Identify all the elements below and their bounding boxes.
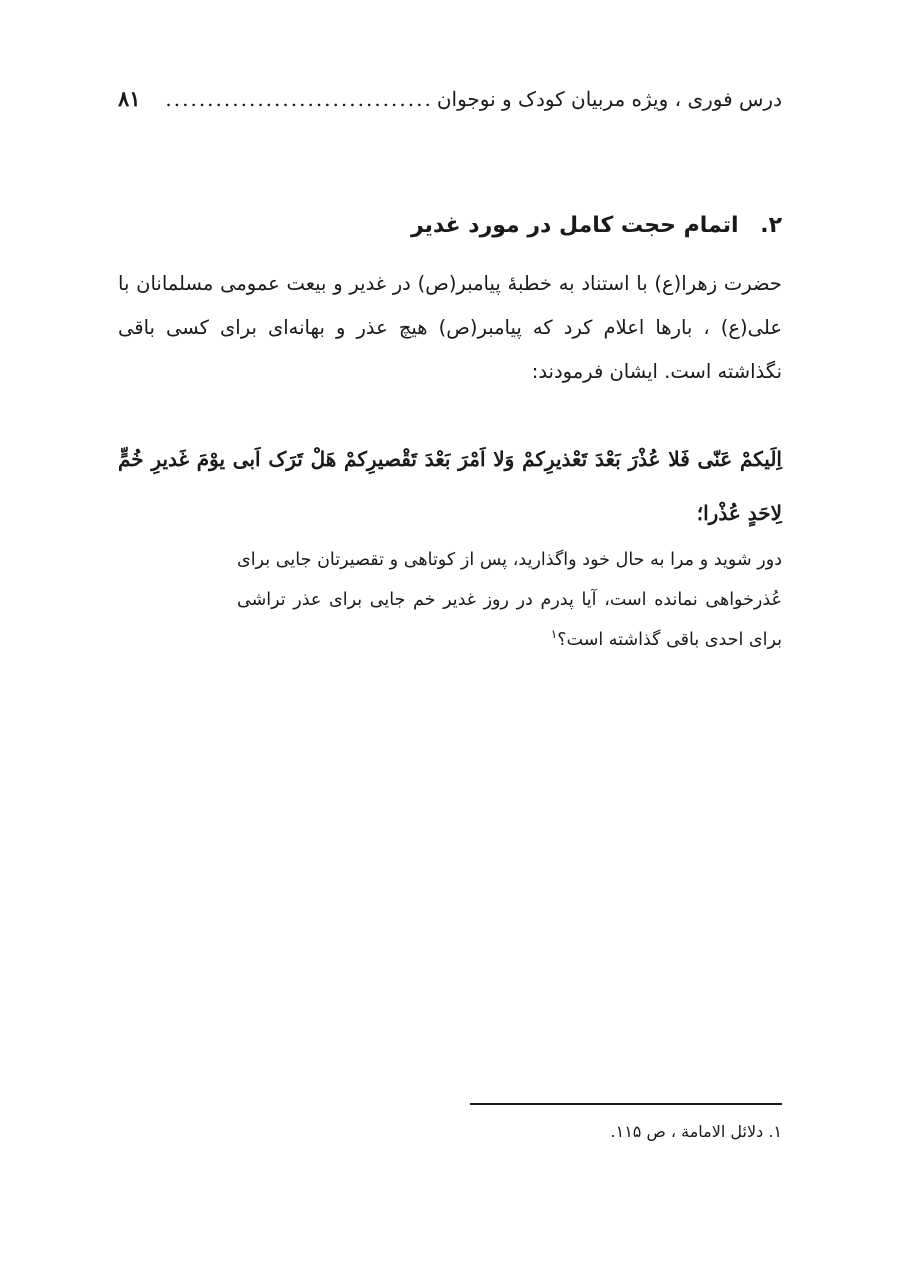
section-number: ۲. xyxy=(760,213,782,238)
footnote: ۱. دلائل الامامة ، ص ۱۱۵. xyxy=(610,1122,782,1141)
section-title: اتمام حجت کامل در مورد غدیر xyxy=(410,213,739,238)
footnote-reference[interactable]: ۱ xyxy=(550,627,558,642)
arabic-quote: اِلَیکمْ عَنّی فَلا عُذْرَ بَعْدَ تَعْذیرِکمْ وَلا اَمْرَ بَعْدَ تَقْصیرِکمْ هَلْ تَرَک اَبی یوْمَ غَدیرِ خُمٍّ لِاحَدٍ عُذْرا؛ xyxy=(118,447,782,525)
footnote-separator xyxy=(470,1103,782,1105)
translation-paragraph xyxy=(237,540,782,660)
leader-dots: ................................ xyxy=(165,87,433,111)
page-number: ۸۱ xyxy=(118,86,141,111)
body-paragraph: حضرت زهرا(ع) با استناد به خطبۀ پیامبر(ص) در غدیر و بیعت عمومی مسلمانان با علی(ع) ، بارها اعلام کرد که پیامبر(ص) هیچ عذر و بهانه‌ای برای کسی باقی نگذاشته است. ایشان فرمودند: xyxy=(118,272,782,383)
section-heading xyxy=(118,213,782,238)
translation-text: دور شوید و مرا به حال خود واگذارید، پس از کوتاهی و تقصیرتان جایی برای عُذرخواهی نمانده است، آیا پدرم در روز غدیر خم جایی برای عذر تراشی برای احدی باقی گذاشته است؟ xyxy=(237,550,782,650)
running-header xyxy=(118,86,782,122)
running-header-title: درس فوری ، ویژه مربیان کودک و نوجوان xyxy=(436,87,782,111)
